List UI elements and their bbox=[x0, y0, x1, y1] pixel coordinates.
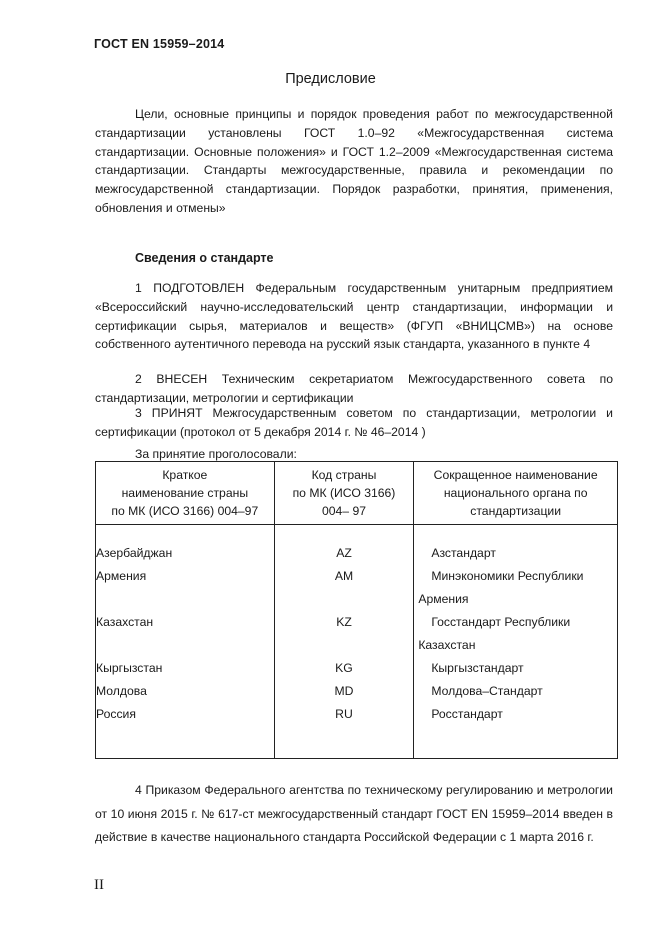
table-cell-country: Армения bbox=[96, 569, 147, 583]
item-4-enactment: 4 Приказом Федерального агентства по техническому регулированию и метрологии от 10 июня 2015 г. № 617-ст межгосударственный стандарт ГОСТ EN 15959–2014 введен в действие в качестве национального стандарта Российской Федерации с 1 марта 2016 г. bbox=[95, 783, 613, 844]
table-cell-country: Азербайджан bbox=[96, 546, 173, 560]
votes-table-header-row bbox=[96, 462, 618, 525]
table-cell-country: Казахстан bbox=[96, 615, 154, 629]
intro-paragraph: Цели, основные принципы и порядок проведения работ по межгосударственной стандартизации установлены ГОСТ 1.0–92 «Межгосударственная система стандартизации. Основные положения» и ГОСТ 1.2–2009 «Межгосударственная система стандартизации. Стандарты межгосударственные, правила и рекомендации по межгосударственной стандартизации. Порядок разработки, принятия, применения, обновления и отмены» bbox=[95, 107, 613, 215]
item-2-submitted: 2 ВНЕСЕН Техническим секретариатом Межгосударственного совета по стандартизации, метрологии и сертификации bbox=[95, 372, 613, 405]
table-cell-body-wrap: Казахстан bbox=[418, 638, 476, 652]
table-cell-body: Молдова–Стандарт bbox=[431, 684, 543, 698]
page-number: II bbox=[94, 877, 104, 893]
table-cell-code: MD bbox=[334, 684, 354, 698]
item-3-adopted: 3 ПРИНЯТ Межгосударственным советом по стандартизации, метрологии и сертификации (протокол от 5 декабря 2014 г. № 46–2014 ) bbox=[95, 406, 613, 439]
table-cell-body: Кыргызстандарт bbox=[431, 661, 524, 675]
table-cell-body-wrap: Армения bbox=[418, 592, 469, 606]
header-standards-body: Сокращенное наименование национального органа по стандартизации bbox=[414, 462, 618, 525]
page-title: Предисловие bbox=[285, 71, 376, 87]
table-cell-code: KZ bbox=[336, 615, 352, 629]
table-cell-body: Минэкономики Республики bbox=[431, 569, 584, 583]
votes-table-body bbox=[96, 525, 618, 759]
table-cell-code: AM bbox=[334, 569, 354, 583]
table-cell-country: Кыргызстан bbox=[96, 661, 163, 675]
table-cell-body: Госстандарт Республики bbox=[431, 615, 571, 629]
header-country-name: Краткое наименование страны по МК (ИСО 3166) 004–97 bbox=[96, 462, 275, 525]
code-column bbox=[274, 525, 414, 759]
table-cell-country: Молдова bbox=[96, 684, 147, 698]
header-country-code: Код страны по МК (ИСО 3166) 004– 97 bbox=[274, 462, 414, 525]
standard-info-heading: Сведения о стандарте bbox=[135, 251, 274, 265]
table-cell-code: KG bbox=[335, 661, 353, 675]
table-cell-code: AZ bbox=[336, 546, 352, 560]
standards-body-column bbox=[414, 525, 618, 759]
country-column bbox=[96, 525, 275, 759]
item-1-prepared: 1 ПОДГОТОВЛЕН Федеральным государственным унитарным предприятием «Всероссийский научно-исследовательский центр стандартизации, информации и сертификации сырья, материалов и веществ» (ФГУП «ВНИЦСМВ») на основе собственного аутентичного перевода на русский язык стандарта, указанного в пункте 4 bbox=[95, 281, 613, 352]
votes-caption: За принятие проголосовали: bbox=[135, 447, 297, 461]
votes-table bbox=[95, 461, 618, 759]
table-cell-country: Россия bbox=[96, 707, 136, 721]
table-cell-body: Азстандарт bbox=[431, 546, 496, 560]
table-cell-code: RU bbox=[335, 707, 353, 721]
document-code: ГОСТ EN 15959–2014 bbox=[94, 37, 225, 51]
table-cell-body: Росстандарт bbox=[431, 707, 503, 721]
